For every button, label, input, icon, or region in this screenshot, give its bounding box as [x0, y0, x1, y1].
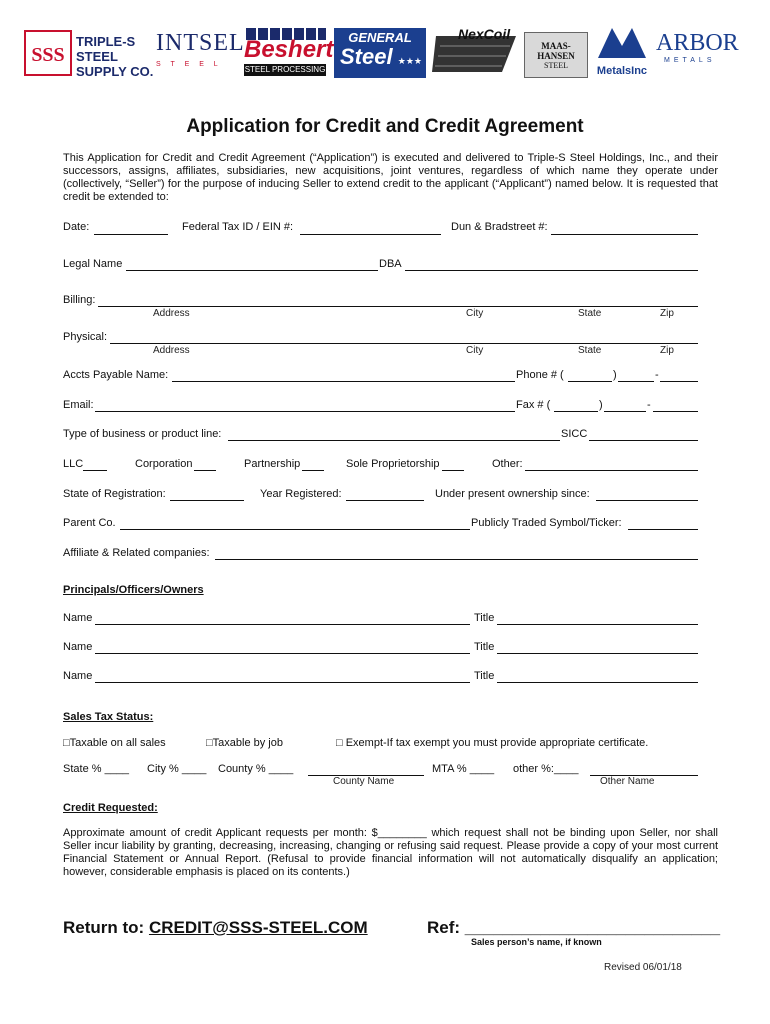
- email-label: Email:: [63, 399, 94, 411]
- principal-title-field-2[interactable]: [497, 641, 698, 654]
- sole-prop-label: Sole Proprietorship: [346, 458, 440, 470]
- accts-payable-field[interactable]: [172, 369, 515, 382]
- other-entity-field[interactable]: [525, 458, 698, 471]
- corporation-label: Corporation: [135, 458, 193, 470]
- state-pct-field[interactable]: State % ____: [63, 763, 130, 775]
- phone-label: Phone # (: [516, 369, 564, 381]
- return-label: Return to:: [63, 918, 145, 937]
- principal-name-label-3: Name: [63, 670, 93, 682]
- year-registered-field[interactable]: [346, 488, 424, 501]
- triple-s-emblem-icon: [24, 30, 72, 76]
- county-name-field[interactable]: [308, 763, 424, 776]
- credit-heading: Credit Requested:: [63, 802, 158, 814]
- logo-strip: [24, 24, 739, 80]
- physical-field[interactable]: [110, 331, 698, 344]
- metals-inc-logo: [592, 26, 652, 76]
- phone-paren: ): [613, 369, 617, 381]
- principal-name-field-1[interactable]: [95, 612, 470, 625]
- general-stars-icon: ★★★: [397, 56, 422, 66]
- ownership-since-field[interactable]: [596, 488, 698, 501]
- triple-s-logo: [24, 28, 154, 78]
- other-name-caption: Other Name: [600, 776, 655, 787]
- billing-field[interactable]: [98, 294, 698, 307]
- county-pct-field[interactable]: County % ____: [218, 763, 294, 775]
- exempt-label: Exempt-If tax exempt you must provide appropriate certificate.: [345, 737, 649, 749]
- partnership-field[interactable]: [302, 458, 324, 471]
- principal-name-field-2[interactable]: [95, 641, 470, 654]
- fax-label: Fax # (: [516, 399, 551, 411]
- legal-name-field[interactable]: [126, 258, 378, 271]
- phone-dash: -: [655, 369, 659, 381]
- legal-name-label: Legal Name: [63, 258, 123, 270]
- affiliates-field[interactable]: [215, 547, 698, 560]
- intsel-logo: [156, 30, 245, 78]
- general-steel-name: Steel: [340, 44, 393, 69]
- sicc-field[interactable]: [589, 428, 698, 441]
- other-pct-field[interactable]: other %:____: [513, 763, 579, 775]
- taxable-job-label: Taxable by job: [212, 737, 283, 749]
- fax-area-field[interactable]: [554, 399, 598, 412]
- phone-area-field[interactable]: [568, 369, 612, 382]
- triple-s-name-line1: TRIPLE-S STEEL: [76, 34, 136, 64]
- arbor-logo: [656, 30, 739, 78]
- nexcoil-logo: [432, 26, 522, 76]
- fax-dash: -: [647, 399, 651, 411]
- phone-line-field[interactable]: [660, 369, 698, 382]
- exempt-option[interactable]: [336, 737, 648, 749]
- mta-pct-field[interactable]: MTA % ____: [432, 763, 495, 775]
- ownership-since-label: Under present ownership since:: [435, 488, 590, 500]
- business-type-field[interactable]: [228, 428, 560, 441]
- arbor-sub: METALS: [664, 57, 716, 64]
- duns-label: Dun & Bradstreet #:: [451, 221, 548, 233]
- triple-s-name-line2: SUPPLY CO.: [76, 64, 154, 79]
- billing-city-caption: City: [466, 308, 484, 319]
- ticker-field[interactable]: [628, 517, 698, 530]
- sales-tax-heading: Sales Tax Status:: [63, 711, 154, 723]
- billing-state-caption: State: [578, 308, 602, 319]
- llc-label: LLC: [63, 458, 84, 470]
- taxable-job-option[interactable]: [206, 737, 283, 749]
- principal-name-label-1: Name: [63, 612, 93, 624]
- principal-title-label-1: Title: [474, 612, 495, 624]
- principal-title-field-3[interactable]: [497, 670, 698, 683]
- parent-co-field[interactable]: [120, 517, 470, 530]
- billing-label: Billing:: [63, 294, 96, 306]
- llc-field[interactable]: [83, 458, 107, 471]
- tax-id-field[interactable]: [300, 222, 441, 235]
- billing-address-caption: Address: [153, 308, 190, 319]
- dba-field[interactable]: [405, 258, 698, 271]
- nexcoil-name: NexCoil: [458, 26, 511, 42]
- maas-hansen-logo: [524, 32, 588, 78]
- principal-title-label-2: Title: [474, 641, 495, 653]
- beshert-logo: [244, 28, 334, 76]
- fax-paren: ): [599, 399, 603, 411]
- physical-zip-caption: Zip: [660, 345, 674, 356]
- phone-prefix-field[interactable]: [618, 369, 654, 382]
- beshert-name: Beshert: [244, 36, 334, 63]
- intro-paragraph: This Application for Credit and Credit Agreement (“Application”) is executed and delivered to Triple-S Steel Holdings, Inc., and their successors, assigns, affiliates, subsidiaries, new acquisitions, joint ventures, regardless of which name they operate under (collectively, “Seller”) for the purpose of inducing Seller to extend credit to the applicant (“Applicant”) named below. It is requested that credit be extended to:: [63, 152, 718, 203]
- year-registered-label: Year Registered:: [260, 488, 342, 500]
- accts-payable-label: Accts Payable Name:: [63, 369, 169, 381]
- sicc-label: SICC: [561, 428, 588, 440]
- exempt-checkbox-icon[interactable]: □: [336, 737, 343, 749]
- fax-prefix-field[interactable]: [604, 399, 646, 412]
- metals-inc-mark-icon: [592, 26, 652, 60]
- business-type-label: Type of business or product line:: [63, 428, 222, 440]
- principal-title-field-1[interactable]: [497, 612, 698, 625]
- intsel-sub: S T E E L: [156, 61, 222, 68]
- date-label: Date:: [63, 221, 90, 233]
- corporation-field[interactable]: [194, 458, 216, 471]
- date-field[interactable]: [94, 222, 168, 235]
- page-title: Application for Credit and Credit Agreement: [186, 116, 584, 137]
- tax-id-label: Federal Tax ID / EIN #:: [182, 221, 294, 233]
- svg-text:SSS: SSS: [31, 44, 65, 66]
- other-entity-label: Other:: [492, 458, 523, 470]
- principals-heading: Principals/Officers/Owners: [63, 584, 204, 596]
- taxable-job-checkbox-icon[interactable]: □: [206, 737, 213, 749]
- dba-label: DBA: [379, 258, 402, 270]
- state-registration-label: State of Registration:: [63, 488, 166, 500]
- other-name-field[interactable]: [590, 763, 698, 776]
- billing-zip-caption: Zip: [660, 308, 674, 319]
- sole-prop-field[interactable]: [442, 458, 464, 471]
- state-registration-field[interactable]: [170, 488, 244, 501]
- email-field[interactable]: [95, 399, 515, 412]
- city-pct-field[interactable]: City % ____: [147, 763, 207, 775]
- taxable-all-checkbox-icon[interactable]: □: [63, 737, 70, 749]
- arbor-name: ARBOR: [656, 30, 739, 56]
- credit-paragraph: Approximate amount of credit Applicant requests per month: $________ which request shall not be binding upon Seller, nor shall Seller incur liability by granting, decreasing, increasing, changing or refusing said request. Please provide a copy of your most current Financial Statement or Annual Report. (Refusal to provide financial information will not automatically disqualify an application; however, considerable emphasis is placed on its contents.): [63, 827, 718, 878]
- partnership-label: Partnership: [244, 458, 301, 470]
- ticker-label: Publicly Traded Symbol/Ticker:: [471, 517, 622, 529]
- maas-hansen-name: MAAS-HANSEN: [537, 41, 575, 61]
- physical-state-caption: State: [578, 345, 602, 356]
- taxable-all-option[interactable]: [63, 737, 166, 749]
- ref-field[interactable]: Ref: ___________________________: [427, 918, 721, 937]
- county-name-caption: County Name: [333, 776, 395, 787]
- physical-address-caption: Address: [153, 345, 190, 356]
- fax-line-field[interactable]: [653, 399, 698, 412]
- return-to: [63, 918, 368, 938]
- principal-name-field-3[interactable]: [95, 670, 470, 683]
- principal-title-label-3: Title: [474, 670, 495, 682]
- principal-name-label-2: Name: [63, 641, 93, 653]
- duns-field[interactable]: [551, 222, 698, 235]
- general-steel-logo: [334, 28, 426, 78]
- parent-co-label: Parent Co.: [63, 517, 116, 529]
- ref-caption: Sales person’s name, if known: [471, 937, 602, 947]
- physical-label: Physical:: [63, 331, 108, 343]
- affiliates-label: Affiliate & Related companies:: [63, 547, 210, 559]
- taxable-all-label: Taxable on all sales: [69, 737, 166, 749]
- return-email-link[interactable]: CREDIT@SSS-STEEL.COM: [148, 918, 368, 937]
- revised-date: Revised 06/01/18: [604, 962, 682, 973]
- beshert-sub: STEEL PROCESSING: [244, 65, 326, 74]
- physical-city-caption: City: [466, 345, 484, 356]
- general-name: GENERAL: [348, 30, 412, 45]
- metals-inc-name: MetalsInc: [596, 65, 648, 77]
- maas-hansen-sub: STEEL: [544, 61, 568, 70]
- intsel-name: INTSEL: [156, 30, 245, 56]
